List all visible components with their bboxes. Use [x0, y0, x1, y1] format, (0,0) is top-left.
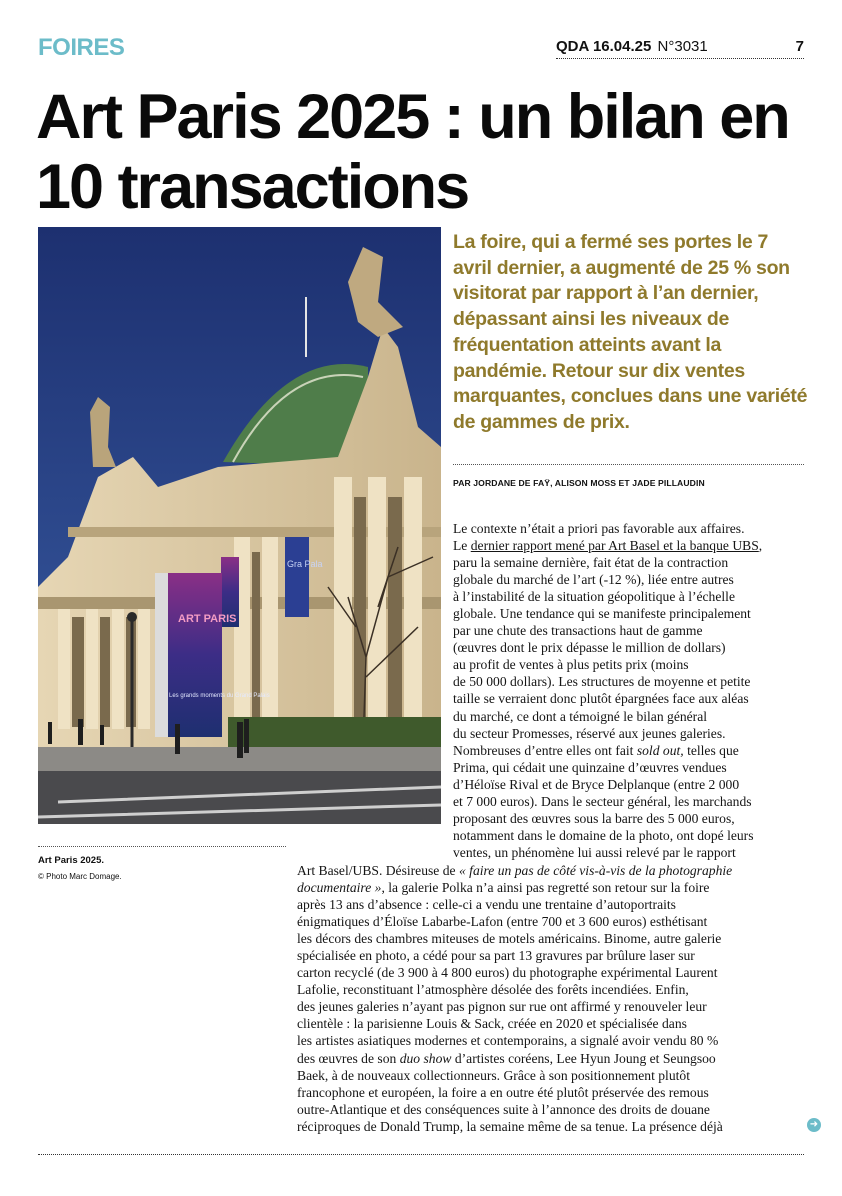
- body-line: du secteur Promesses, réservé aux jeunes galeries.: [453, 726, 726, 741]
- ubs-report-link[interactable]: dernier rapport mené par Art Basel et la banque UBS: [470, 538, 759, 553]
- body-line: taille se verraient donc plutôt épargnées face aux aléas: [453, 691, 749, 706]
- body-line: des jeunes galeries n’ayant pas pignon sur rue ont affirmé y renouveler leur: [297, 999, 707, 1014]
- body-line: et 7 000 euros). Dans le secteur général, les marchands: [453, 794, 752, 809]
- body-line: des œuvres de son duo show d’artistes coréens, Lee Hyun Joung et Seungsoo: [297, 1051, 716, 1066]
- article-photo: [38, 227, 441, 824]
- body-line: les artistes asiatiques modernes et contemporains, a signalé avoir vendu 80 %: [297, 1033, 719, 1048]
- article-headline: Art Paris 2025 : un bilan en 10 transactions: [36, 82, 789, 222]
- body-line: spécialisée en photo, a cédé pour sa part 13 gravures par brûlure laser sur: [297, 948, 695, 963]
- body-line: carton recyclé (de 3 900 à 4 800 euros) du photographe expérimental Laurent: [297, 965, 718, 980]
- caption-divider: [38, 846, 286, 847]
- body-line: clientèle : la parisienne Louis & Sack, créée en 2020 et spécialisée dans: [297, 1016, 687, 1031]
- publication-date: QDA 16.04.25: [556, 38, 652, 55]
- body-line: Baek, à de nouveaux collectionneurs. Grâce à son positionnement plutôt: [297, 1068, 690, 1083]
- photo-caption: [38, 855, 122, 881]
- body-line: (œuvres dont le prix dépasse le million de dollars): [453, 640, 726, 655]
- issue-info: [556, 38, 804, 59]
- bottom-divider: [38, 1154, 804, 1155]
- section-rubric: FOIRES: [38, 34, 125, 61]
- body-line: Nombreuses d’entre elles ont fait sold out, telles que: [453, 743, 739, 758]
- article-lead: La foire, qui a fermé ses portes le 7 avril dernier, a augmenté de 25 % son visitorat par rapport à l’an dernier, dépassant ainsi les niveaux de fréquentation atteints avant la pandémie. Retour sur dix ventes marquantes, conclues dans une variété de gammes de prix.: [453, 231, 808, 433]
- body-line: Le contexte n’était a priori pas favorable aux affaires.: [453, 521, 745, 536]
- body-line: à l’instabilité de la situation géopolitique à l’échelle: [453, 589, 735, 604]
- body-line: notamment dans le domaine de la photo, ont dopé leurs: [453, 828, 754, 843]
- body-line: globale du marché de l’art (-12 %), liée entre autres: [453, 572, 734, 587]
- exhibition-banner: [166, 573, 222, 737]
- body-line: globale. Une tendance qui se manifeste principalement: [453, 606, 751, 621]
- body-line: au profit de ventes à plus petits prix (moins: [453, 657, 689, 672]
- body-line: énigmatiques d’Éloïse Labarbe-Lafon (entre 700 et 3 600 euros) esthétisant: [297, 914, 708, 929]
- body-line: Art Basel/UBS. Désireuse de « faire un pas de côté vis-à-vis de la photographie: [297, 863, 733, 878]
- photo-credit: © Photo Marc Domage.: [38, 872, 122, 881]
- body-line: documentaire », la galerie Polka n’a ainsi pas regretté son retour sur la foire: [297, 880, 710, 895]
- body-line: Prima, qui cédait une quinzaine d’œuvres vendues: [453, 760, 727, 775]
- body-line: de 50 000 dollars). Les structures de moyenne et petite: [453, 674, 751, 689]
- body-line: outre-Atlantique et des conséquences suite à l’annonce des droits de douane: [297, 1102, 710, 1117]
- body-line: Lafolie, reconstituant l’atmosphère désolée des forêts incendiées. Enfin,: [297, 982, 689, 997]
- body-line: proposant des œuvres sous la barre des 5 000 euros,: [453, 811, 735, 826]
- banner-3-text: Gra Pala: [287, 559, 323, 569]
- caption-title: Art Paris 2025.: [38, 855, 105, 866]
- body-line: du marché, ce dont a témoigné le bilan général: [453, 709, 708, 724]
- body-line: les décors des chambres miteuses de motels américains. Binome, autre galerie: [297, 931, 722, 946]
- body-line: paru la semaine dernière, fait état de la contraction: [453, 555, 729, 570]
- body-line: par une chute des transactions haut de gamme: [453, 623, 703, 638]
- banner-2-text: Les grands moments du Grand Palais: [169, 693, 270, 699]
- body-line: après 13 ans d’absence : celle-ci a vendu une trentaine d’autoportraits: [297, 897, 676, 912]
- body-line: réciproques de Donald Trump, la semaine même de sa tenue. La présence déjà: [297, 1119, 723, 1134]
- lead-divider: [453, 464, 804, 465]
- body-line: d’Héloïse Rival et de Bryce Delplanque (entre 2 000: [453, 777, 740, 792]
- body-line: Le dernier rapport mené par Art Basel et la banque UBS,: [453, 538, 763, 553]
- arrow-right-icon[interactable]: ➜: [807, 1118, 821, 1132]
- body-line: francophone et européen, la foire a en outre été plutôt préservée des remous: [297, 1085, 709, 1100]
- body-line: ventes, un phénomène lui aussi relevé par le rapport: [453, 845, 736, 860]
- byline: PAR JORDANE DE FAŸ, ALISON MOSS ET JADE PILLAUDIN: [453, 478, 705, 488]
- banner-1-text: ART PARIS: [178, 613, 237, 625]
- page-number: 7: [795, 38, 804, 55]
- issue-number: N°3031: [657, 38, 708, 55]
